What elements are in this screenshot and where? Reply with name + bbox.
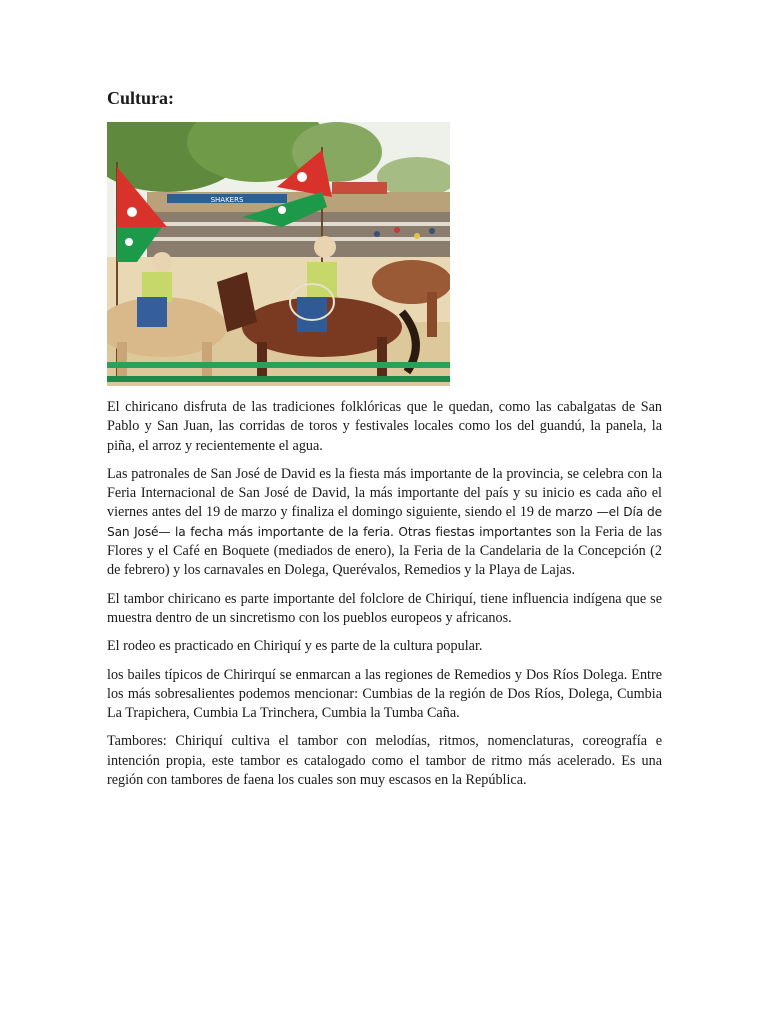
paragraph-tambor: El tambor chiricano es parte importante del folclore de Chiriquí, tiene influencia indígena que se muestra dentro de un sincretismo con los pueblos europeos y africanos. xyxy=(107,590,662,626)
sign-text: SHAKERS xyxy=(210,196,244,204)
paragraph-patronales-part-3: son la Feria de las Flores y el Café en Boquete (mediados de enero), la Feria de la Candelaria de la Concepción (2 de febrero) y los carnavales en Dolega, Querévalos, Remedios y la Playa de Lajas. xyxy=(107,523,662,579)
paragraph-tambores: Tambores: Chiriquí cultiva el tambor con melodías, ritmos, nomenclaturas, coreografía e intención propia, este tambor es catalogado como el tambor de ritmo más acelerado. Es una región con tambores de faena los cuales son muy escasos en la República. xyxy=(107,733,662,789)
paragraph-rodeo: El rodeo es practicado en Chiriquí y es parte de la cultura popular. xyxy=(107,638,483,655)
rodeo-photo xyxy=(107,122,450,386)
section-heading: Cultura: xyxy=(107,88,174,108)
paragraph-patronales-part-2: marzo —el Día de San José— la fecha más importante de la feria. Otras fiestas importantes xyxy=(107,505,662,539)
paragraph-patronales xyxy=(107,465,662,581)
paragraph-bailes: los bailes típicos de Chirirquí se enmarcan a las regiones de Remedios y Dos Ríos Dolega. Entre los más sobresalientes podemos mencionar: Cumbias de la región de Dos Ríos, Dolega, Cumbia La Trapichera, Cumbia La Trinchera, Cumbia la Tumba Caña. xyxy=(107,666,662,722)
paragraph-patronales-part-1: Las patronales de San José de David es la fiesta más importante de la provincia, se celebra con la Feria Internacional de San José de David, la más importante del país y su inicio es cada año el viernes antes del 19 de marzo y finaliza el domingo siguiente, siendo el 19 de xyxy=(107,465,662,521)
paragraph-traditions: El chiricano disfruta de las tradiciones folklóricas que le quedan, como las cabalgatas de San Pablo y San Juan, las corridas de toros y festivales locales como los del guandú, la panela, la piña, el arroz y recientemente el agua. xyxy=(107,399,662,454)
document-page xyxy=(107,86,662,799)
